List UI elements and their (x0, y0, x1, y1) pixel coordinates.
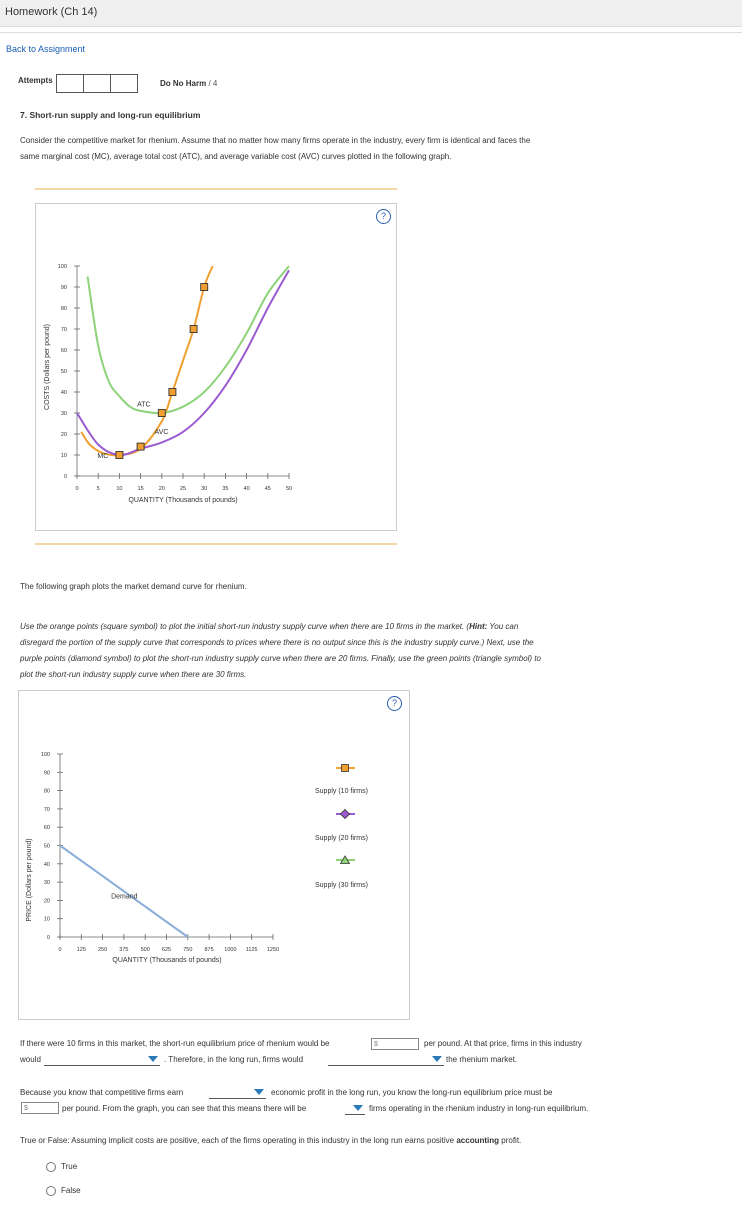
y-tick-label: 0 (46, 935, 50, 941)
attempt-box (110, 74, 138, 93)
x-tick-label: 375 (119, 947, 129, 953)
x-tick-label: 875 (204, 947, 214, 953)
question-text: firms operating in the rhenium industry in long-run equilibrium. (369, 1104, 589, 1113)
y-tick-label: 70 (43, 806, 50, 813)
score-label: Do No Harm (160, 79, 207, 88)
x-tick-label: 15 (137, 486, 144, 492)
y-tick-label: 20 (60, 432, 67, 438)
long-run-price-input[interactable]: $ (21, 1102, 59, 1114)
curve-label: MC (97, 453, 109, 461)
y-tick-label: 70 (60, 327, 67, 333)
mc-point (137, 443, 144, 450)
demand-graph-panel (18, 690, 410, 1020)
legend-label: Supply (10 firms) (315, 788, 368, 795)
chevron-down-icon (148, 1056, 158, 1062)
attempt-box (83, 74, 111, 93)
x-tick-label: 45 (264, 486, 271, 492)
divider (0, 32, 742, 33)
radio-true[interactable] (46, 1162, 56, 1172)
x-axis-label: QUANTITY (Thousands of pounds) (112, 957, 222, 964)
x-tick-label: 5 (96, 486, 100, 492)
attempt-box (56, 74, 84, 93)
y-tick-label: 20 (43, 898, 50, 905)
mc-point (201, 284, 208, 291)
instruction-line: plot the short-run industry supply curve when there are 30 firms. (20, 670, 247, 679)
y-tick-label: 40 (60, 390, 67, 396)
question-text: economic profit in the long run, you know the long-run equilibrium price must be (271, 1088, 553, 1097)
question-text: . Therefore, in the long run, firms would (164, 1055, 304, 1064)
x-tick-label: 50 (285, 486, 293, 492)
x-tick-label: 10 (116, 486, 123, 492)
intro-text (20, 133, 635, 165)
question-text: True or False: Assuming implicit costs are positive, each of the firms operating in this industry in the long run earns positive (20, 1136, 457, 1145)
legend-label: Supply (30 firms) (315, 882, 368, 889)
y-tick-label: 60 (43, 825, 50, 832)
question-text: per pound. From the graph, you can see that this means there will be (62, 1104, 307, 1113)
x-tick-label: 750 (183, 947, 193, 953)
legend-supply-10[interactable] (315, 765, 368, 796)
entry-exit-dropdown[interactable] (328, 1055, 444, 1066)
back-to-assignment-link[interactable]: Back to Assignment (6, 44, 86, 54)
x-tick-label: 25 (179, 486, 187, 492)
y-tick-label: 10 (43, 916, 50, 923)
diamond-marker-icon (341, 810, 350, 819)
legend-supply-20[interactable] (315, 810, 368, 843)
score-suffix: / 4 (206, 79, 218, 88)
mc-point (116, 452, 123, 459)
y-tick-label: 50 (60, 369, 67, 375)
radio-false[interactable] (46, 1186, 56, 1196)
y-tick-label: 90 (43, 770, 50, 777)
x-tick-label: 40 (243, 486, 250, 492)
question-emphasis: accounting (456, 1136, 500, 1145)
y-tick-label: 90 (60, 285, 67, 291)
question-text: profit. (499, 1136, 522, 1145)
x-tick-label: 625 (161, 947, 172, 953)
y-tick-label: 60 (60, 348, 67, 354)
demand-graph-chart (19, 691, 409, 1019)
demand-label: Demand (111, 893, 138, 901)
instruction-line (20, 619, 635, 635)
radio-label: True (61, 1162, 78, 1171)
square-marker-icon (342, 765, 349, 772)
instruction-line: disregard the portion of the supply curve that corresponds to prices where there is no output since this is the industry supply curve.) Next, use the (20, 638, 534, 647)
question-title: 7. Short-run supply and long-run equilibrium (20, 110, 201, 120)
attempts-label: Attempts (18, 76, 53, 85)
cost-curves-panel (35, 203, 397, 531)
demand-intro: The following graph plots the market demand curve for rhenium. (20, 582, 247, 591)
mc-point (158, 410, 165, 417)
profit-status-dropdown[interactable] (44, 1055, 160, 1066)
page-title: Homework (Ch 14) (5, 6, 98, 18)
x-tick-label: 0 (75, 486, 79, 492)
x-tick-label: 1250 (266, 947, 280, 953)
y-tick-label: 80 (43, 788, 50, 795)
true-false-question (20, 1136, 521, 1145)
hint-label: Hint: (469, 622, 488, 631)
instruction-line: purple points (diamond symbol) to plot the short-run industry supply curve when there are 20 firms. Finally, use the green points (triangle symbol) to (20, 654, 541, 663)
y-tick-label: 80 (60, 306, 67, 312)
y-tick-label: 100 (57, 264, 67, 270)
top-bar (0, 0, 742, 27)
instruction-text: You can (487, 622, 519, 631)
legend-label: Supply (20 firms) (315, 835, 368, 842)
x-tick-label: 1125 (245, 947, 258, 953)
price-input[interactable]: $ (371, 1038, 419, 1050)
question-text: If there were 10 firms in this market, the short-run equilibrium price of rhenium would be (20, 1039, 330, 1048)
intro-line: same marginal cost (MC), average total cost (ATC), and average variable cost (AVC) curves plotted in the following graph. (20, 152, 452, 161)
y-tick-label: 10 (60, 453, 67, 459)
y-tick-label: 100 (40, 752, 50, 758)
question-text: the rhenium market. (446, 1055, 518, 1064)
radio-label: False (61, 1186, 81, 1195)
divider (35, 543, 397, 545)
curve-label: AVC (154, 428, 169, 436)
instructions (20, 619, 635, 683)
economic-profit-dropdown[interactable] (209, 1088, 266, 1099)
divider (35, 188, 397, 190)
y-tick-label: 30 (43, 880, 50, 887)
question-text: Because you know that competitive firms earn (20, 1088, 184, 1097)
atc-curve (88, 266, 289, 413)
y-tick-label: 30 (60, 411, 67, 417)
score (160, 79, 217, 88)
x-tick-label: 1000 (224, 947, 237, 953)
help-icon[interactable]: ? (387, 696, 402, 711)
chevron-down-icon (353, 1105, 363, 1111)
y-tick-label: 40 (43, 861, 50, 868)
mc-point (169, 389, 176, 396)
question-text: per pound. At that price, firms in this industry (424, 1039, 582, 1048)
x-tick-label: 20 (158, 486, 165, 492)
curve-label: ATC (137, 401, 151, 409)
x-tick-label: 250 (98, 947, 108, 953)
chevron-down-icon (432, 1056, 442, 1062)
y-tick-label: 0 (63, 474, 67, 480)
x-axis-label: QUANTITY (Thousands of pounds) (128, 497, 238, 504)
legend-supply-30[interactable] (315, 856, 368, 889)
x-tick-label: 0 (58, 947, 62, 953)
x-tick-label: 500 (140, 947, 150, 953)
cost-curves-chart (36, 204, 396, 530)
x-tick-label: 35 (222, 486, 229, 492)
firm-count-dropdown[interactable] (345, 1104, 365, 1115)
x-tick-label: 125 (76, 947, 86, 953)
y-tick-label: 50 (43, 843, 50, 850)
help-icon[interactable]: ? (376, 209, 391, 224)
y-axis-label: COSTS (Dollars per pound) (44, 324, 51, 410)
demand-curve (60, 846, 188, 938)
question-text: would (20, 1055, 41, 1064)
instruction-text: Use the orange points (square symbol) to plot the initial short-run industry supply curve when there are 10 firms in the market. ( (20, 622, 470, 631)
mc-point (190, 326, 197, 333)
y-axis-label: PRICE (Dollars per pound) (26, 838, 33, 922)
intro-line: Consider the competitive market for rhenium. Assume that no matter how many firms operate in the industry, every firm is identical and faces the (20, 136, 531, 145)
x-tick-label: 30 (201, 486, 208, 492)
chevron-down-icon (254, 1089, 264, 1095)
